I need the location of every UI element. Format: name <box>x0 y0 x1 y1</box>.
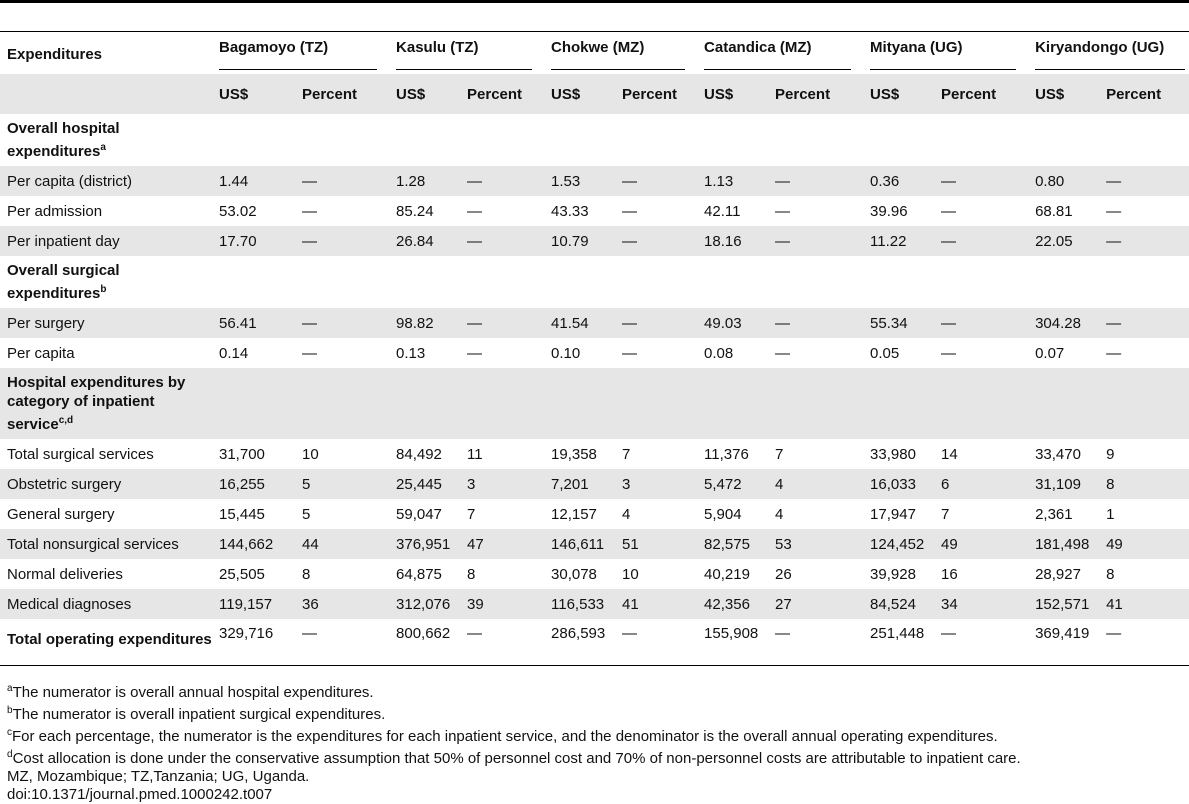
percent-header: Percent <box>1099 74 1189 114</box>
us-dollar-cell: 0.10 <box>551 344 581 362</box>
us-dollar-cell: 146,611 <box>544 529 615 559</box>
section-row <box>0 368 1189 439</box>
us-dollar-cell: 11.22 <box>863 226 934 256</box>
empty-cell <box>863 256 934 308</box>
footnote-marker: c <box>7 727 12 738</box>
percent-cell: — <box>467 625 483 642</box>
percent-cell: — <box>1099 166 1189 196</box>
us-dollar-cell: 18.16 <box>697 226 768 256</box>
percent-cell: 3 <box>460 469 544 499</box>
us-dollar-cell: 152,571 <box>1028 589 1099 619</box>
empty-cell <box>934 256 1028 308</box>
empty-cell <box>1028 256 1099 308</box>
empty-cell <box>295 114 389 166</box>
us-dollar-cell: 1.44 <box>212 166 295 196</box>
site-header: Mityana (UG) <box>863 32 1028 74</box>
percent-cell: 8 <box>302 565 311 583</box>
footnote <box>7 724 1189 746</box>
percent-cell: — <box>460 226 544 256</box>
us-dollar-cell: 119,157 <box>212 589 295 619</box>
site-header: Bagamoyo (TZ) <box>212 32 389 74</box>
percent-header: Percent <box>615 74 697 114</box>
percent-cell: 39 <box>460 589 544 619</box>
percent-header: Percent <box>934 74 1028 114</box>
footnote <box>7 786 1189 804</box>
percent-cell: — <box>615 166 697 196</box>
empty-cell <box>389 114 460 166</box>
percent-header: Percent <box>295 74 389 114</box>
us-dollar-cell: 5,904 <box>704 505 742 523</box>
percent-cell: — <box>768 308 863 338</box>
us-dollar-cell: 376,951 <box>389 529 460 559</box>
percent-cell: 27 <box>768 589 863 619</box>
percent-cell: 53 <box>768 529 863 559</box>
empty-header-cell <box>0 74 212 114</box>
percent-header: Percent <box>460 74 544 114</box>
us-dollar-cell: 26.84 <box>389 226 460 256</box>
row-label: Medical diagnoses <box>0 589 212 619</box>
empty-cell <box>615 368 697 439</box>
percent-cell: — <box>1099 308 1189 338</box>
empty-cell <box>212 114 295 166</box>
percent-cell: — <box>941 625 957 642</box>
empty-cell <box>934 368 1028 439</box>
us-dollar-cell: 53.02 <box>219 202 257 220</box>
footnote <box>7 680 1189 702</box>
percent-cell: — <box>768 166 863 196</box>
percent-cell: — <box>467 202 483 220</box>
us-dollar-cell: 2,361 <box>1035 505 1073 523</box>
empty-cell <box>1099 256 1189 308</box>
table-row <box>0 499 1189 529</box>
us-dollar-cell: 28,927 <box>1035 565 1081 583</box>
percent-cell: 49 <box>934 529 1028 559</box>
percent-cell: — <box>1106 344 1122 362</box>
percent-cell: 41 <box>1099 589 1189 619</box>
percent-cell: 34 <box>934 589 1028 619</box>
us-dollar-cell: 0.80 <box>1028 166 1099 196</box>
footnote-marker: a <box>7 683 13 694</box>
us-dollar-header: US$ <box>1028 74 1099 114</box>
percent-cell: 7 <box>941 505 950 523</box>
table-row <box>0 308 1189 338</box>
percent-cell: — <box>302 625 317 642</box>
site-header: Kiryandongo (UG) <box>1028 32 1189 74</box>
header-row-sites <box>0 32 1189 74</box>
percent-cell: — <box>302 202 317 220</box>
us-dollar-header: US$ <box>389 74 460 114</box>
table-row <box>0 166 1189 196</box>
footnote <box>7 746 1189 768</box>
us-dollar-cell: 1.53 <box>544 166 615 196</box>
percent-cell: — <box>460 166 544 196</box>
site-header: Catandica (MZ) <box>697 32 863 74</box>
percent-cell: 7 <box>467 505 476 523</box>
footnote-marker: c,d <box>58 415 74 426</box>
percent-cell: — <box>775 202 791 220</box>
us-dollar-cell: 64,875 <box>396 565 442 583</box>
row-label: Per admission <box>7 202 103 220</box>
us-dollar-cell: 800,662 <box>396 625 451 642</box>
row-label: Total surgical services <box>7 445 154 463</box>
us-dollar-cell: 22.05 <box>1028 226 1099 256</box>
section-label-text: Overall surgical expenditures <box>7 262 120 302</box>
footnote-text: doi:10.1371/journal.pmed.1000242.t007 <box>7 786 273 803</box>
table-row <box>0 338 1189 368</box>
empty-cell <box>460 256 544 308</box>
us-dollar-cell: 16,255 <box>212 469 295 499</box>
table-row <box>0 226 1189 256</box>
us-dollar-cell: 49.03 <box>697 308 768 338</box>
table-body <box>0 114 1189 659</box>
table-row <box>0 469 1189 499</box>
row-label: Total operating expenditures <box>7 630 212 648</box>
us-dollar-header: US$ <box>863 74 934 114</box>
us-dollar-cell: 329,716 <box>219 625 274 642</box>
us-dollar-cell: 40,219 <box>704 565 750 583</box>
percent-cell: 9 <box>1106 445 1115 463</box>
table-row <box>0 196 1189 226</box>
empty-cell <box>615 114 697 166</box>
percent-cell: 7 <box>622 445 631 463</box>
empty-cell <box>295 368 389 439</box>
us-dollar-cell: 181,498 <box>1028 529 1099 559</box>
percent-cell: — <box>622 344 638 362</box>
footnote <box>7 702 1189 724</box>
us-dollar-cell: 84,524 <box>863 589 934 619</box>
percent-cell: — <box>295 308 389 338</box>
footnote-text: For each percentage, the numerator is the expenditures for each inpatient service, and the denominator is the overall annual operating expenditures. <box>12 728 998 745</box>
percent-cell: — <box>1099 226 1189 256</box>
percent-cell: — <box>467 344 483 362</box>
percent-cell: 3 <box>615 469 697 499</box>
section-row <box>0 114 1189 166</box>
footnote-marker: b <box>7 705 13 716</box>
us-dollar-cell: 30,078 <box>551 565 597 583</box>
section-label-text: Overall hospital expenditures <box>7 120 120 160</box>
us-dollar-cell: 12,157 <box>551 505 597 523</box>
table-row <box>0 619 1189 659</box>
us-dollar-cell: 42,356 <box>697 589 768 619</box>
us-dollar-cell: 286,593 <box>551 625 606 642</box>
empty-cell <box>863 114 934 166</box>
empty-cell <box>389 256 460 308</box>
footnote-marker: d <box>7 749 13 760</box>
percent-cell: — <box>622 202 638 220</box>
us-dollar-cell: 33,980 <box>870 445 916 463</box>
percent-cell: 26 <box>775 565 792 583</box>
section-label <box>0 368 212 439</box>
percent-cell: — <box>295 166 389 196</box>
empty-cell <box>697 256 768 308</box>
section-label-text: Hospital expenditures by category of inpatient service <box>7 374 186 433</box>
us-dollar-cell: 55.34 <box>863 308 934 338</box>
percent-cell: 11 <box>467 445 483 463</box>
percent-cell: — <box>934 226 1028 256</box>
empty-cell <box>544 114 615 166</box>
percent-cell: 14 <box>941 445 958 463</box>
us-dollar-cell: 68.81 <box>1035 202 1073 220</box>
us-dollar-cell: 39,928 <box>870 565 916 583</box>
row-label: General surgery <box>7 505 115 523</box>
table-row <box>0 559 1189 589</box>
us-dollar-cell: 84,492 <box>396 445 442 463</box>
us-dollar-cell: 98.82 <box>389 308 460 338</box>
percent-cell: — <box>768 226 863 256</box>
empty-cell <box>212 368 295 439</box>
percent-cell: 1 <box>1106 505 1115 523</box>
empty-cell <box>389 368 460 439</box>
row-label: Per inpatient day <box>0 226 212 256</box>
us-dollar-cell: 312,076 <box>389 589 460 619</box>
percent-cell: 36 <box>295 589 389 619</box>
percent-cell: — <box>941 344 957 362</box>
empty-cell <box>544 368 615 439</box>
us-dollar-cell: 56.41 <box>212 308 295 338</box>
us-dollar-cell: 5,472 <box>697 469 768 499</box>
row-label: Total nonsurgical services <box>0 529 212 559</box>
percent-header: Percent <box>768 74 863 114</box>
us-dollar-cell: 82,575 <box>697 529 768 559</box>
percent-cell: — <box>941 202 957 220</box>
us-dollar-cell: 43.33 <box>551 202 589 220</box>
percent-cell: — <box>934 308 1028 338</box>
row-label-header: Expenditures <box>7 45 103 63</box>
percent-cell: 4 <box>768 469 863 499</box>
us-dollar-cell: 369,419 <box>1035 625 1090 642</box>
percent-cell: 47 <box>460 529 544 559</box>
footnote-text: The numerator is overall annual hospital expenditures. <box>12 684 374 701</box>
us-dollar-cell: 7,201 <box>544 469 615 499</box>
us-dollar-cell: 31,109 <box>1028 469 1099 499</box>
empty-cell <box>212 256 295 308</box>
section-label <box>0 114 212 166</box>
empty-cell <box>697 114 768 166</box>
empty-cell <box>460 114 544 166</box>
percent-cell: 7 <box>775 445 784 463</box>
percent-cell: — <box>622 625 638 642</box>
us-dollar-header: US$ <box>697 74 768 114</box>
empty-cell <box>697 368 768 439</box>
percent-cell: — <box>934 166 1028 196</box>
empty-cell <box>768 114 863 166</box>
table-row <box>0 529 1189 559</box>
percent-cell: 8 <box>467 565 476 583</box>
percent-cell: — <box>460 308 544 338</box>
us-dollar-cell: 251,448 <box>870 625 925 642</box>
us-dollar-cell: 19,358 <box>551 445 597 463</box>
percent-cell: 8 <box>1106 565 1115 583</box>
percent-cell: — <box>615 308 697 338</box>
table-row <box>0 439 1189 469</box>
us-dollar-cell: 17.70 <box>212 226 295 256</box>
footnote-marker: a <box>100 142 106 153</box>
row-label: Normal deliveries <box>7 565 123 583</box>
percent-cell: 4 <box>622 505 631 523</box>
percent-cell: — <box>1106 202 1122 220</box>
us-dollar-cell: 0.13 <box>396 344 426 362</box>
percent-cell: 5 <box>302 505 311 523</box>
us-dollar-cell: 144,662 <box>212 529 295 559</box>
us-dollar-cell: 42.11 <box>704 202 741 220</box>
percent-cell: — <box>302 344 317 362</box>
footnote <box>7 768 1189 786</box>
percent-cell: 41 <box>615 589 697 619</box>
expenditures-table <box>0 32 1189 659</box>
us-dollar-cell: 31,700 <box>219 445 265 463</box>
us-dollar-cell: 124,452 <box>863 529 934 559</box>
us-dollar-cell: 0.36 <box>863 166 934 196</box>
us-dollar-cell: 304.28 <box>1028 308 1099 338</box>
empty-cell <box>863 368 934 439</box>
us-dollar-cell: 0.14 <box>219 344 249 362</box>
us-dollar-cell: 0.07 <box>1035 344 1065 362</box>
percent-cell: 16 <box>941 565 958 583</box>
section-row <box>0 256 1189 308</box>
empty-cell <box>768 368 863 439</box>
us-dollar-cell: 155,908 <box>704 625 759 642</box>
percent-cell: 10 <box>622 565 639 583</box>
us-dollar-cell: 116,533 <box>544 589 615 619</box>
empty-cell <box>1099 114 1189 166</box>
percent-cell: 8 <box>1099 469 1189 499</box>
empty-cell <box>544 256 615 308</box>
percent-cell: 10 <box>302 445 319 463</box>
empty-cell <box>295 256 389 308</box>
percent-cell: 44 <box>295 529 389 559</box>
footnote-marker: b <box>100 284 107 295</box>
us-dollar-cell: 0.08 <box>704 344 734 362</box>
row-label: Per capita (district) <box>0 166 212 196</box>
table-row <box>0 589 1189 619</box>
percent-cell: 51 <box>615 529 697 559</box>
percent-cell: — <box>775 625 791 642</box>
empty-cell <box>768 256 863 308</box>
percent-cell: 6 <box>934 469 1028 499</box>
us-dollar-cell: 59,047 <box>396 505 442 523</box>
us-dollar-cell: 41.54 <box>544 308 615 338</box>
row-label: Per surgery <box>0 308 212 338</box>
section-label <box>0 256 212 308</box>
empty-cell <box>934 114 1028 166</box>
empty-cell <box>1028 114 1099 166</box>
us-dollar-cell: 17,947 <box>870 505 916 523</box>
percent-cell: 49 <box>1099 529 1189 559</box>
footnote-text: Cost allocation is done under the conservative assumption that 50% of personnel cost and 70% of non-personnel costs are attributable to inpatient care. <box>12 750 1021 767</box>
empty-cell <box>1099 368 1189 439</box>
us-dollar-cell: 1.13 <box>697 166 768 196</box>
us-dollar-cell: 16,033 <box>863 469 934 499</box>
percent-cell: — <box>295 226 389 256</box>
footnote-text: The numerator is overall inpatient surgical expenditures. <box>12 706 386 723</box>
us-dollar-cell: 25,445 <box>389 469 460 499</box>
empty-cell <box>615 256 697 308</box>
us-dollar-cell: 15,445 <box>219 505 265 523</box>
percent-cell: 5 <box>295 469 389 499</box>
site-header: Chokwe (MZ) <box>544 32 697 74</box>
us-dollar-cell: 0.05 <box>870 344 900 362</box>
us-dollar-cell: 39.96 <box>870 202 908 220</box>
us-dollar-cell: 1.28 <box>389 166 460 196</box>
row-label: Obstetric surgery <box>0 469 212 499</box>
us-dollar-cell: 10.79 <box>544 226 615 256</box>
us-dollar-header: US$ <box>544 74 615 114</box>
footnote-text: MZ, Mozambique; TZ,Tanzania; UG, Uganda. <box>7 768 310 785</box>
percent-cell: — <box>1106 625 1122 642</box>
us-dollar-cell: 85.24 <box>396 202 434 220</box>
empty-cell <box>460 368 544 439</box>
us-dollar-header: US$ <box>212 74 295 114</box>
percent-cell: — <box>615 226 697 256</box>
us-dollar-cell: 33,470 <box>1035 445 1081 463</box>
us-dollar-cell: 25,505 <box>219 565 265 583</box>
site-header: Kasulu (TZ) <box>389 32 544 74</box>
row-label: Per capita <box>7 344 75 362</box>
empty-cell <box>1028 368 1099 439</box>
percent-cell: — <box>775 344 791 362</box>
footnotes <box>0 666 1189 804</box>
percent-cell: 4 <box>775 505 784 523</box>
us-dollar-cell: 11,376 <box>704 445 749 463</box>
header-row-units <box>0 74 1189 114</box>
